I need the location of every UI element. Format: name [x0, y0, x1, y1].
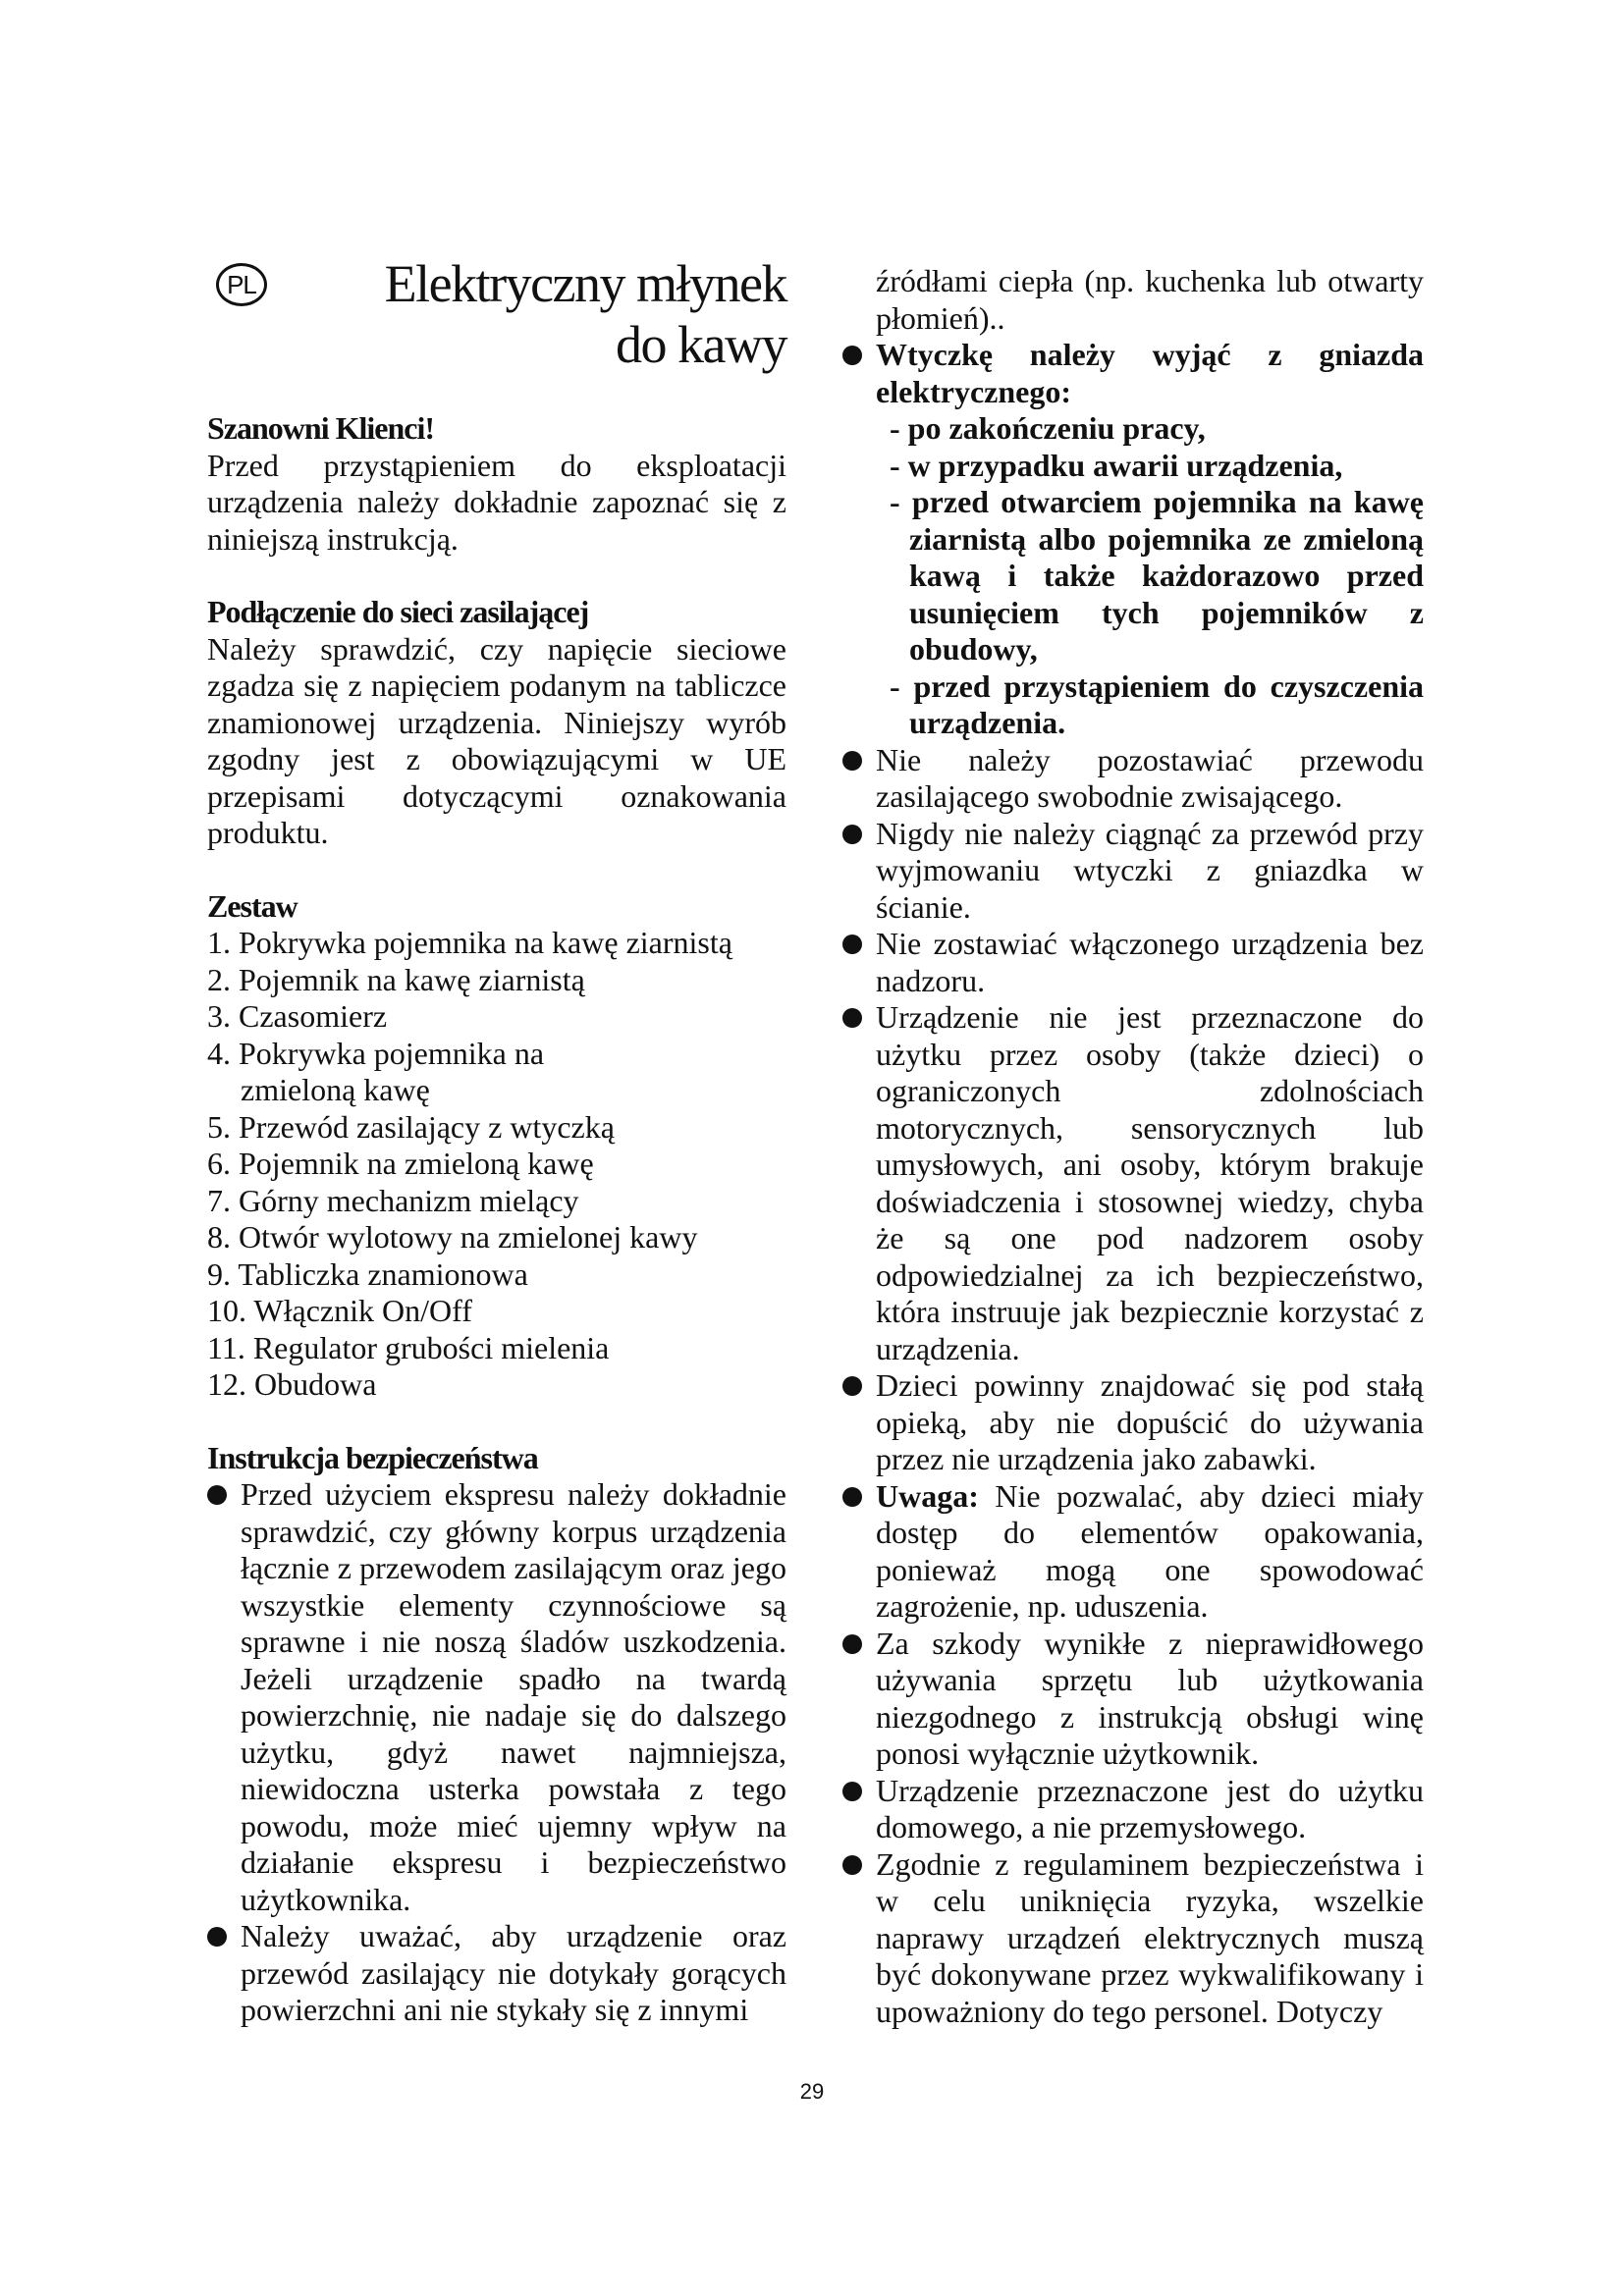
safety-heading: Instrukcja bezpieczeństwa — [207, 1439, 538, 1475]
safety-bullet: Urządzenie nie jest przeznaczone do użytku przez osoby (także dzieci) o ograniczonych zdolnościach motorycznych, sensorycznych lub umysłowych, ani osoby, którym brakuje doświadczenia i stosownej wiedzy, chyba że są one pod nadzorem osoby odpowiedzialnej za ich bezpieczeństwo, która instruuje jak bezpiecznie korzystać z urządzenia. — [842, 999, 1424, 1367]
kit-item: 10. Włącznik On/Off — [207, 1293, 472, 1328]
safety-bullet-unplug — [842, 337, 1424, 742]
page-title — [207, 253, 786, 375]
power-heading: Podłączenie do sieci zasilającej — [207, 594, 589, 629]
kit-item: 4. Pokrywka pojemnika na zmieloną kawę — [207, 1035, 545, 1107]
safety-bullet: Zgodnie z regulaminem bezpieczeństwa i w celu uniknięcia ryzyka, wszelkie naprawy urządzeń elektrycznych muszą być dokonywane przez wykwalifikowany i upoważniony do tego personel. Dotyczy — [842, 1846, 1424, 2031]
warning-label: Uwaga: — [876, 1477, 979, 1514]
bullet-icon — [842, 346, 862, 365]
greeting-section — [207, 410, 786, 558]
safety-bullet: Nie należy pozostawiać przewodu zasilającego swobodnie zwisającego. — [842, 742, 1424, 816]
safety-bullet: Za szkody wynikłe z nieprawidłowego używania sprzętu lub użytkowania niezgodnego z instrukcją obsługi winę ponosi wyłącznie użytkownik. — [842, 1626, 1424, 1773]
kit-section — [207, 888, 786, 1404]
power-section — [207, 594, 786, 852]
bullet-icon — [842, 1008, 862, 1028]
safety-bullet-warning — [842, 1478, 1424, 1626]
right-column — [842, 263, 1424, 2030]
greeting-heading: Szanowni Klienci! — [207, 410, 435, 446]
safety-bullet: Urządzenie przeznaczone jest do użytku domowego, a nie przemysłowego. — [842, 1773, 1424, 1846]
safety-list-left — [207, 1476, 786, 2029]
safety-list-right — [842, 263, 1424, 2030]
safety-bullet-continuation: źródłami ciepła (np. kuchenka lub otwarty płomień).. — [876, 263, 1424, 336]
left-column — [207, 410, 786, 2029]
bullet-icon — [842, 1487, 862, 1507]
warning-text: Nie pozwalać, aby dzieci miały dostęp do elementów opakowania, ponieważ mogą one spowodować zagrożenie, np. uduszenia. — [876, 1477, 1425, 1624]
power-text: Należy sprawdzić, czy napięcie sieciowe zgadza się z napięciem podanym na tabliczce znamionowej urządzenia. Niniejszy wyrób zgodny jest z obowiązującymi w UE przepisami dotyczącymi oznakowania produktu. — [207, 630, 786, 850]
kit-item: 8. Otwór wylotowy na zmielonej kawy — [207, 1219, 698, 1255]
kit-item: 12. Obudowa — [207, 1366, 377, 1402]
unplug-heading: Wtyczkę należy wyjąć z gniazda elektrycznego: — [876, 337, 1424, 409]
kit-item: 6. Pojemnik na zmieloną kawę — [207, 1146, 594, 1181]
bullet-icon — [842, 825, 862, 844]
bullet-icon — [842, 934, 862, 954]
bullet-icon — [842, 1855, 862, 1875]
language-badge: PL — [216, 263, 267, 306]
safety-bullet: Nigdy nie należy ciągnąć za przewód przy wyjmowaniu wtyczki z gniazdka w ścianie. — [842, 816, 1424, 927]
bullet-icon — [207, 1485, 227, 1505]
unplug-item: - w przypadku awarii urządzenia, — [890, 447, 1343, 483]
bullet-icon — [842, 1782, 862, 1801]
kit-item: 11. Regulator grubości mielenia — [207, 1329, 610, 1365]
safety-bullet: Dzieci powinny znajdować się pod stałą opieką, aby nie dopuścić do używania przez nie urządzenia jako zabawki. — [842, 1367, 1424, 1478]
unplug-list — [876, 410, 1424, 742]
kit-item: 5. Przewód zasilający z wtyczką — [207, 1108, 615, 1145]
kit-item: 1. Pokrywka pojemnika na kawę ziarnistą — [207, 925, 732, 960]
kit-list — [207, 925, 786, 1404]
unplug-item: - po zakończeniu pracy, — [890, 410, 1206, 446]
safety-section — [207, 1440, 786, 2029]
safety-bullet: Należy uważać, aby urządzenie oraz przewód zasilający nie dotykały gorących powierzchni ani nie stykały się z innymi — [207, 1918, 786, 2029]
kit-item: 3. Czasomierz — [207, 998, 388, 1034]
greeting-text: Przed przystąpieniem do eksploatacji urządzenia należy dokładnie zapoznać się z niniejszą instrukcją. — [207, 447, 786, 557]
bullet-icon — [842, 1376, 862, 1396]
safety-bullet: Nie zostawiać włączonego urządzenia bez nadzoru. — [842, 926, 1424, 999]
unplug-item: - przed przystąpieniem do czyszczenia urządzenia. — [890, 667, 1424, 740]
kit-heading: Zestaw — [207, 887, 298, 924]
bullet-icon — [207, 1927, 227, 1947]
title-line-1: Elektryczny młynek — [384, 254, 786, 313]
safety-bullet: Przed użyciem ekspresu należy dokładnie sprawdzić, czy główny korpus urządzenia łącznie z przewodem zasilającym oraz jego wszystkie elementy czynnościowe są sprawne i nie noszą śladów uszkodzenia. Jeżeli urządzenie spadło na twardą powierzchnię, nie nadaje się do dalszego użytku, gdyż nawet najmniejsza, niewidoczna usterka powstała z tego powodu, może mieć ujemny wpływ na działanie ekspresu i bezpieczeństwo użytkownika. — [207, 1476, 786, 1918]
page-number: 29 — [799, 2079, 825, 2104]
kit-item: 7. Górny mechanizm mielący — [207, 1182, 579, 1218]
kit-item: 9. Tabliczka znamionowa — [207, 1255, 528, 1292]
unplug-item: - przed otwarciem pojemnika na kawę ziarnistą albo pojemnika ze zmieloną kawą i także każdorazowo przed usunięciem tych pojemników z obudowy, — [890, 484, 1424, 667]
title-line-2: do kawy — [616, 315, 786, 374]
kit-item: 2. Pojemnik na kawę ziarnistą — [207, 961, 585, 997]
bullet-icon — [842, 751, 862, 771]
bullet-icon — [842, 1634, 862, 1654]
